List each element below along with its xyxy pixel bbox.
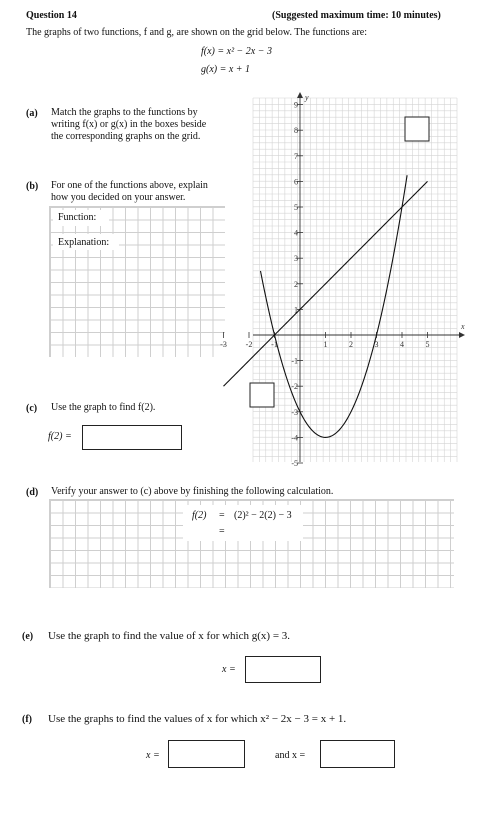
y-tick-label: 5 [294, 203, 298, 212]
y-tick-label: 7 [294, 151, 298, 161]
part-f-and-label: and x = [275, 750, 306, 761]
x-answer-box-e[interactable] [245, 656, 321, 683]
part-e-label: (e) [22, 631, 34, 642]
match-box-lower-left [250, 383, 274, 407]
y-tick-label: 2 [294, 279, 298, 289]
x-tick-label: 2 [349, 340, 353, 349]
calc-lhs: f(2) [192, 510, 207, 521]
match-box-upper-right [405, 117, 429, 141]
f2-answer-box[interactable] [82, 425, 182, 450]
x-tick-label: -3 [220, 340, 227, 349]
function-graph [220, 92, 465, 468]
x-tick-label: 1 [323, 340, 328, 349]
explanation-label: Explanation: [58, 237, 110, 248]
x-tick-label: 5 [425, 340, 430, 349]
y-tick-label: -3 [291, 407, 298, 417]
x-answer-box-f2[interactable] [320, 740, 395, 768]
x-tick-label: 4 [400, 340, 404, 349]
part-c-text: Use the graph to find f(2). [51, 402, 156, 413]
y-tick-label: 8 [294, 126, 298, 136]
x-axis-label: x [461, 322, 465, 331]
time-note: (Suggested maximum time: 10 minutes) [272, 10, 441, 21]
calc-rhs: (2)² − 2(2) − 3 [234, 510, 292, 521]
part-a-line: Match the graphs to the functions by [51, 107, 198, 118]
y-tick-label: 1 [294, 305, 298, 315]
x-tick-label: -2 [245, 340, 253, 349]
part-c-answer-label: f(2) = [48, 431, 72, 442]
graph-svg [220, 92, 465, 468]
intro-text: The graphs of two functions, f and g, are shown on the grid below. The functions are: [26, 27, 368, 38]
calc-equals-2: = [219, 526, 225, 537]
part-d-text: Verify your answer to (c) above by finishing the following calculation. [51, 486, 334, 497]
y-axis-label: y [305, 93, 309, 102]
part-b-answer-grid[interactable] [49, 206, 225, 357]
x-tick-label: -1 [271, 340, 278, 349]
part-e-answer-label: x = [222, 664, 236, 675]
part-e-text: Use the graph to find the value of x for which g(x) = 3. [48, 630, 291, 642]
part-b-line: how you decided on your answer. [51, 192, 186, 203]
y-tick-label: 3 [294, 254, 298, 264]
x-axis-arrow [459, 332, 465, 338]
part-a-text [51, 107, 206, 143]
y-tick-label: -1 [291, 356, 298, 366]
part-f-text: Use the graphs to find the values of x for which x² − 2x − 3 = x + 1. [48, 713, 347, 725]
calc-equals: = [219, 510, 225, 521]
part-a-line: the corresponding graphs on the grid. [51, 131, 201, 142]
part-a-line: writing f(x) or g(x) in the boxes beside [51, 119, 207, 130]
y-tick-label: -2 [291, 382, 298, 392]
x-tick-label: 3 [374, 340, 379, 349]
x-answer-box-f1[interactable] [168, 740, 245, 768]
part-c-label: (c) [26, 403, 38, 414]
y-tick-label: -5 [291, 459, 298, 468]
g-definition: g(x) = x + 1 [201, 64, 251, 75]
question-title: Question 14 [26, 10, 77, 21]
y-tick-label: 4 [294, 228, 298, 238]
function-label: Function: [58, 212, 97, 223]
part-f-answer-label-1: x = [146, 750, 160, 761]
y-tick-label: 6 [294, 177, 298, 187]
part-b-line: For one of the functions above, explain [51, 180, 208, 191]
part-b-label: (b) [26, 181, 39, 192]
y-axis-arrow [297, 92, 303, 98]
y-tick-label: 9 [294, 100, 298, 110]
y-tick-label: -4 [291, 433, 298, 443]
f-definition: f(x) = x² − 2x − 3 [201, 46, 272, 57]
part-f-label: (f) [22, 714, 32, 725]
part-a-label: (a) [26, 108, 38, 119]
part-b-text [51, 180, 208, 204]
part-d-label: (d) [26, 487, 39, 498]
parabola-curve [260, 175, 407, 437]
